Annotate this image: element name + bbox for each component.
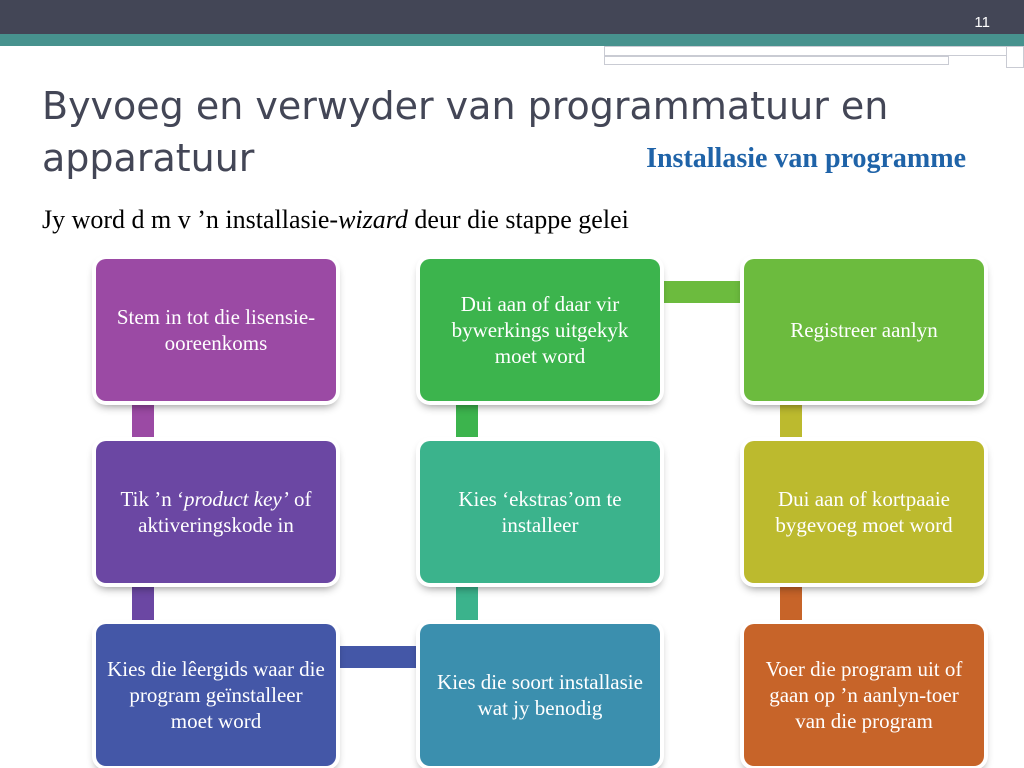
step-label: Voer die program uit of gaan op ’n aanlyn-toer van die program	[765, 657, 963, 733]
step-product-key	[96, 441, 336, 583]
step-label: Dui aan of daar vir bywerkings uitgekyk moet word	[451, 292, 629, 368]
decorative-line	[604, 46, 1024, 56]
connector-updates-extras	[456, 403, 478, 440]
step-check-updates	[420, 259, 660, 401]
connector-register-shortcuts	[780, 403, 802, 440]
connector-key-folder	[132, 585, 154, 622]
slide-subtitle: Installasie van programme	[646, 143, 966, 174]
header-bar	[0, 0, 1024, 34]
step-choose-extras	[420, 441, 660, 583]
step-installation-type	[420, 624, 660, 766]
decorative-line	[1006, 46, 1024, 68]
intro-text	[42, 205, 629, 235]
step-label	[106, 486, 326, 538]
step-add-shortcuts	[744, 441, 984, 583]
connector-licence-key	[132, 403, 154, 440]
step-label: Dui aan of kortpaaie bygevoeg moet word	[775, 487, 953, 537]
step-register-online	[744, 259, 984, 401]
connector-extras-installtype	[456, 585, 478, 622]
slide-title: Byvoeg en verwyder van programmatuur en apparatuur	[42, 84, 889, 180]
step-label: Stem in tot die lisensie-ooreenkoms	[116, 305, 316, 355]
decorative-line	[604, 56, 949, 65]
page-number: 11	[974, 14, 990, 31]
step-label-part: Tik ’n ‘	[120, 487, 184, 511]
step-label: Kies die soort installasie wat jy benodig	[437, 670, 643, 720]
step-label: Kies ‘ekstras’om te installeer	[458, 487, 622, 537]
step-label: Kies die lêergids waar die program geïnstalleer moet word	[107, 657, 325, 733]
connector-updates-register	[662, 281, 742, 303]
step-label-part: of aktiveringskode in	[138, 487, 312, 537]
header-accent-band	[0, 34, 1024, 46]
intro-text-part: deur die stappe gelei	[407, 205, 629, 234]
step-install-folder	[96, 624, 336, 766]
connector-folder-installtype	[340, 646, 420, 668]
connector-shortcuts-run	[780, 585, 802, 622]
step-run-program	[744, 624, 984, 766]
step-label-italic: product key’	[183, 487, 289, 511]
intro-text-italic: wizard	[338, 205, 408, 234]
step-label: Registreer aanlyn	[790, 318, 938, 342]
intro-text-part: Jy word d m v ’n installasie-	[42, 205, 339, 234]
step-licence-agreement	[96, 259, 336, 401]
